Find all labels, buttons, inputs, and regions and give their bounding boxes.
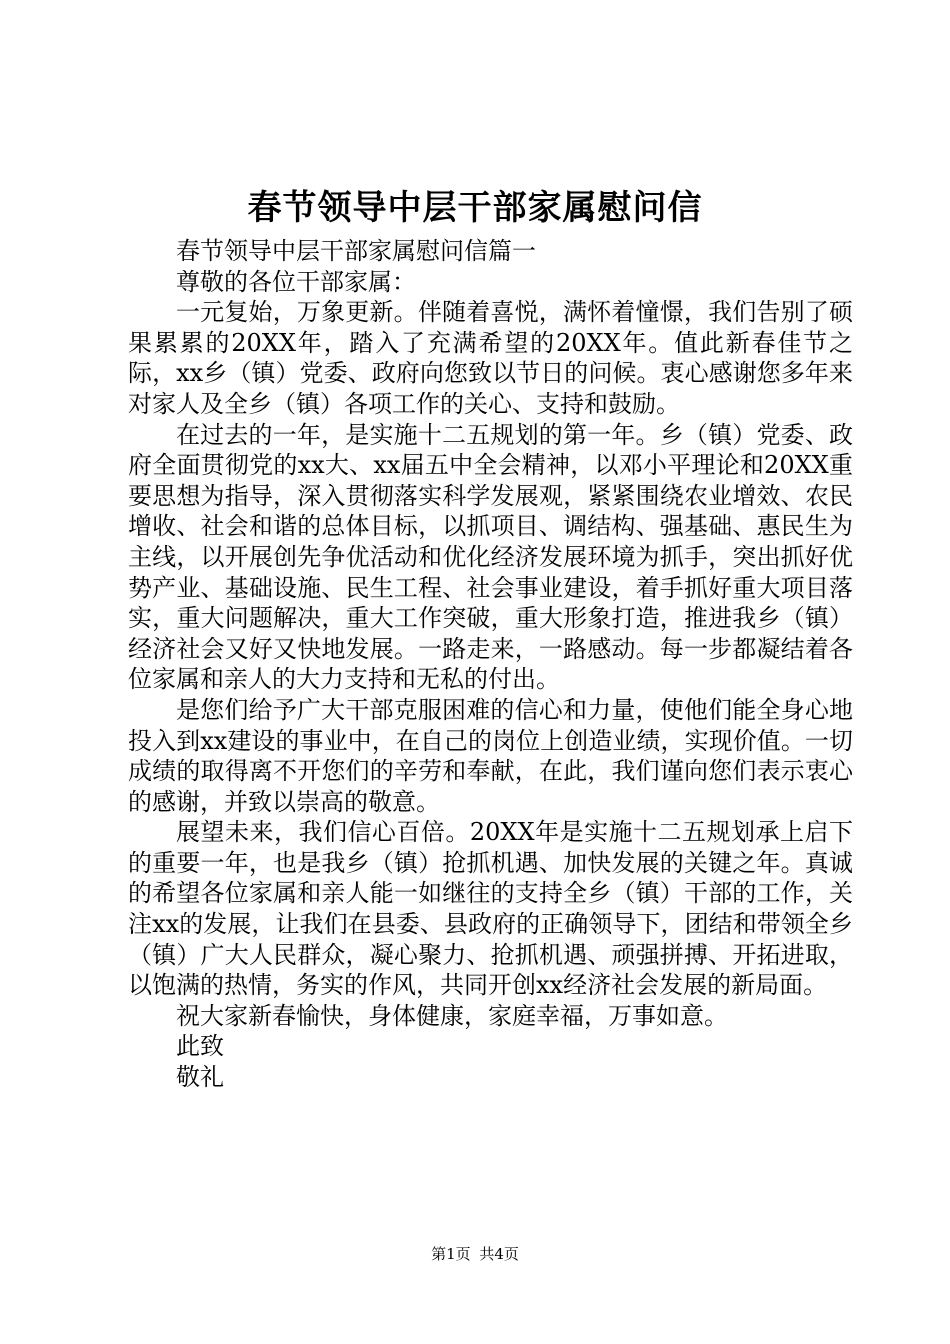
closing-line-1: 此致 xyxy=(176,1032,224,1061)
body-paragraph-4: 展望未来，我们信心百倍。20XX年是实施十二五规划承上启下的重要一年，也是我乡（镇）抢抓机遇、加快发展的关键之年。真诚的希望各位家属和亲人能一如继往的支持全乡（镇）干部的工作，关注xx的发展，让我们在县委、县政府的正确领导下，团结和带领全乡（镇）广大人民群众，凝心聚力、抢抓机遇、顽强拼搏、开拓进取，以饱满的热情，务实的作风，共同开创xx经济社会发展的新局面。 xyxy=(128,818,853,1000)
body-paragraph-1: 一元复始，万象更新。伴随着喜悦，满怀着憧憬，我们告别了硕果累累的20XX年，踏入了充满希望的20XX年。值此新春佳节之际，xx乡（镇）党委、政府向您致以节日的问候。衷心感谢您多年来对家人及全乡（镇）各项工作的关心、支持和鼓励。 xyxy=(128,298,853,418)
document-title: 春节领导中层干部家属慰问信 xyxy=(247,188,703,228)
body-paragraph-3: 是您们给予广大干部克服困难的信心和力量，使他们能全身心地投入到xx建设的事业中，在自己的岗位上创造业绩，实现价值。一切成绩的取得离不开您们的辛劳和奉献，在此，我们谨向您们表示衷心的感谢，并致以崇高的敬意。 xyxy=(128,695,853,816)
salutation-paragraph: 尊敬的各位干部家属： xyxy=(176,267,416,296)
closing-line-2: 敬礼 xyxy=(176,1063,224,1092)
page-footer xyxy=(0,1244,950,1264)
document-body xyxy=(128,236,853,1093)
page-number: 第1页 xyxy=(431,1245,471,1263)
subtitle-paragraph: 春节领导中层干部家属慰问信篇一 xyxy=(176,237,536,265)
wishes-paragraph: 祝大家新春愉快，身体健康，家庭幸福，万事如意。 xyxy=(176,1001,728,1030)
page-total: 共4页 xyxy=(479,1245,519,1263)
body-paragraph-2: 在过去的一年，是实施十二五规划的第一年。乡（镇）党委、政府全面贯彻党的xx大、xx届五中全会精神，以邓小平理论和20XX重要思想为指导，深入贯彻落实科学发展观，紧紧围绕农业增效、农民增收、社会和谐的总体目标，以抓项目、调结构、强基础、惠民生为主线，以开展创先争优活动和优化经济发展环境为抓手，突出抓好优势产业、基础设施、民生工程、社会事业建设，着手抓好重大项目落实，重大问题解决，重大工作突破，重大形象打造，推进我乡（镇）经济社会又好又快地发展。一路走来，一路感动。每一步都凝结着各位家属和亲人的大力支持和无私的付出。 xyxy=(128,420,853,694)
